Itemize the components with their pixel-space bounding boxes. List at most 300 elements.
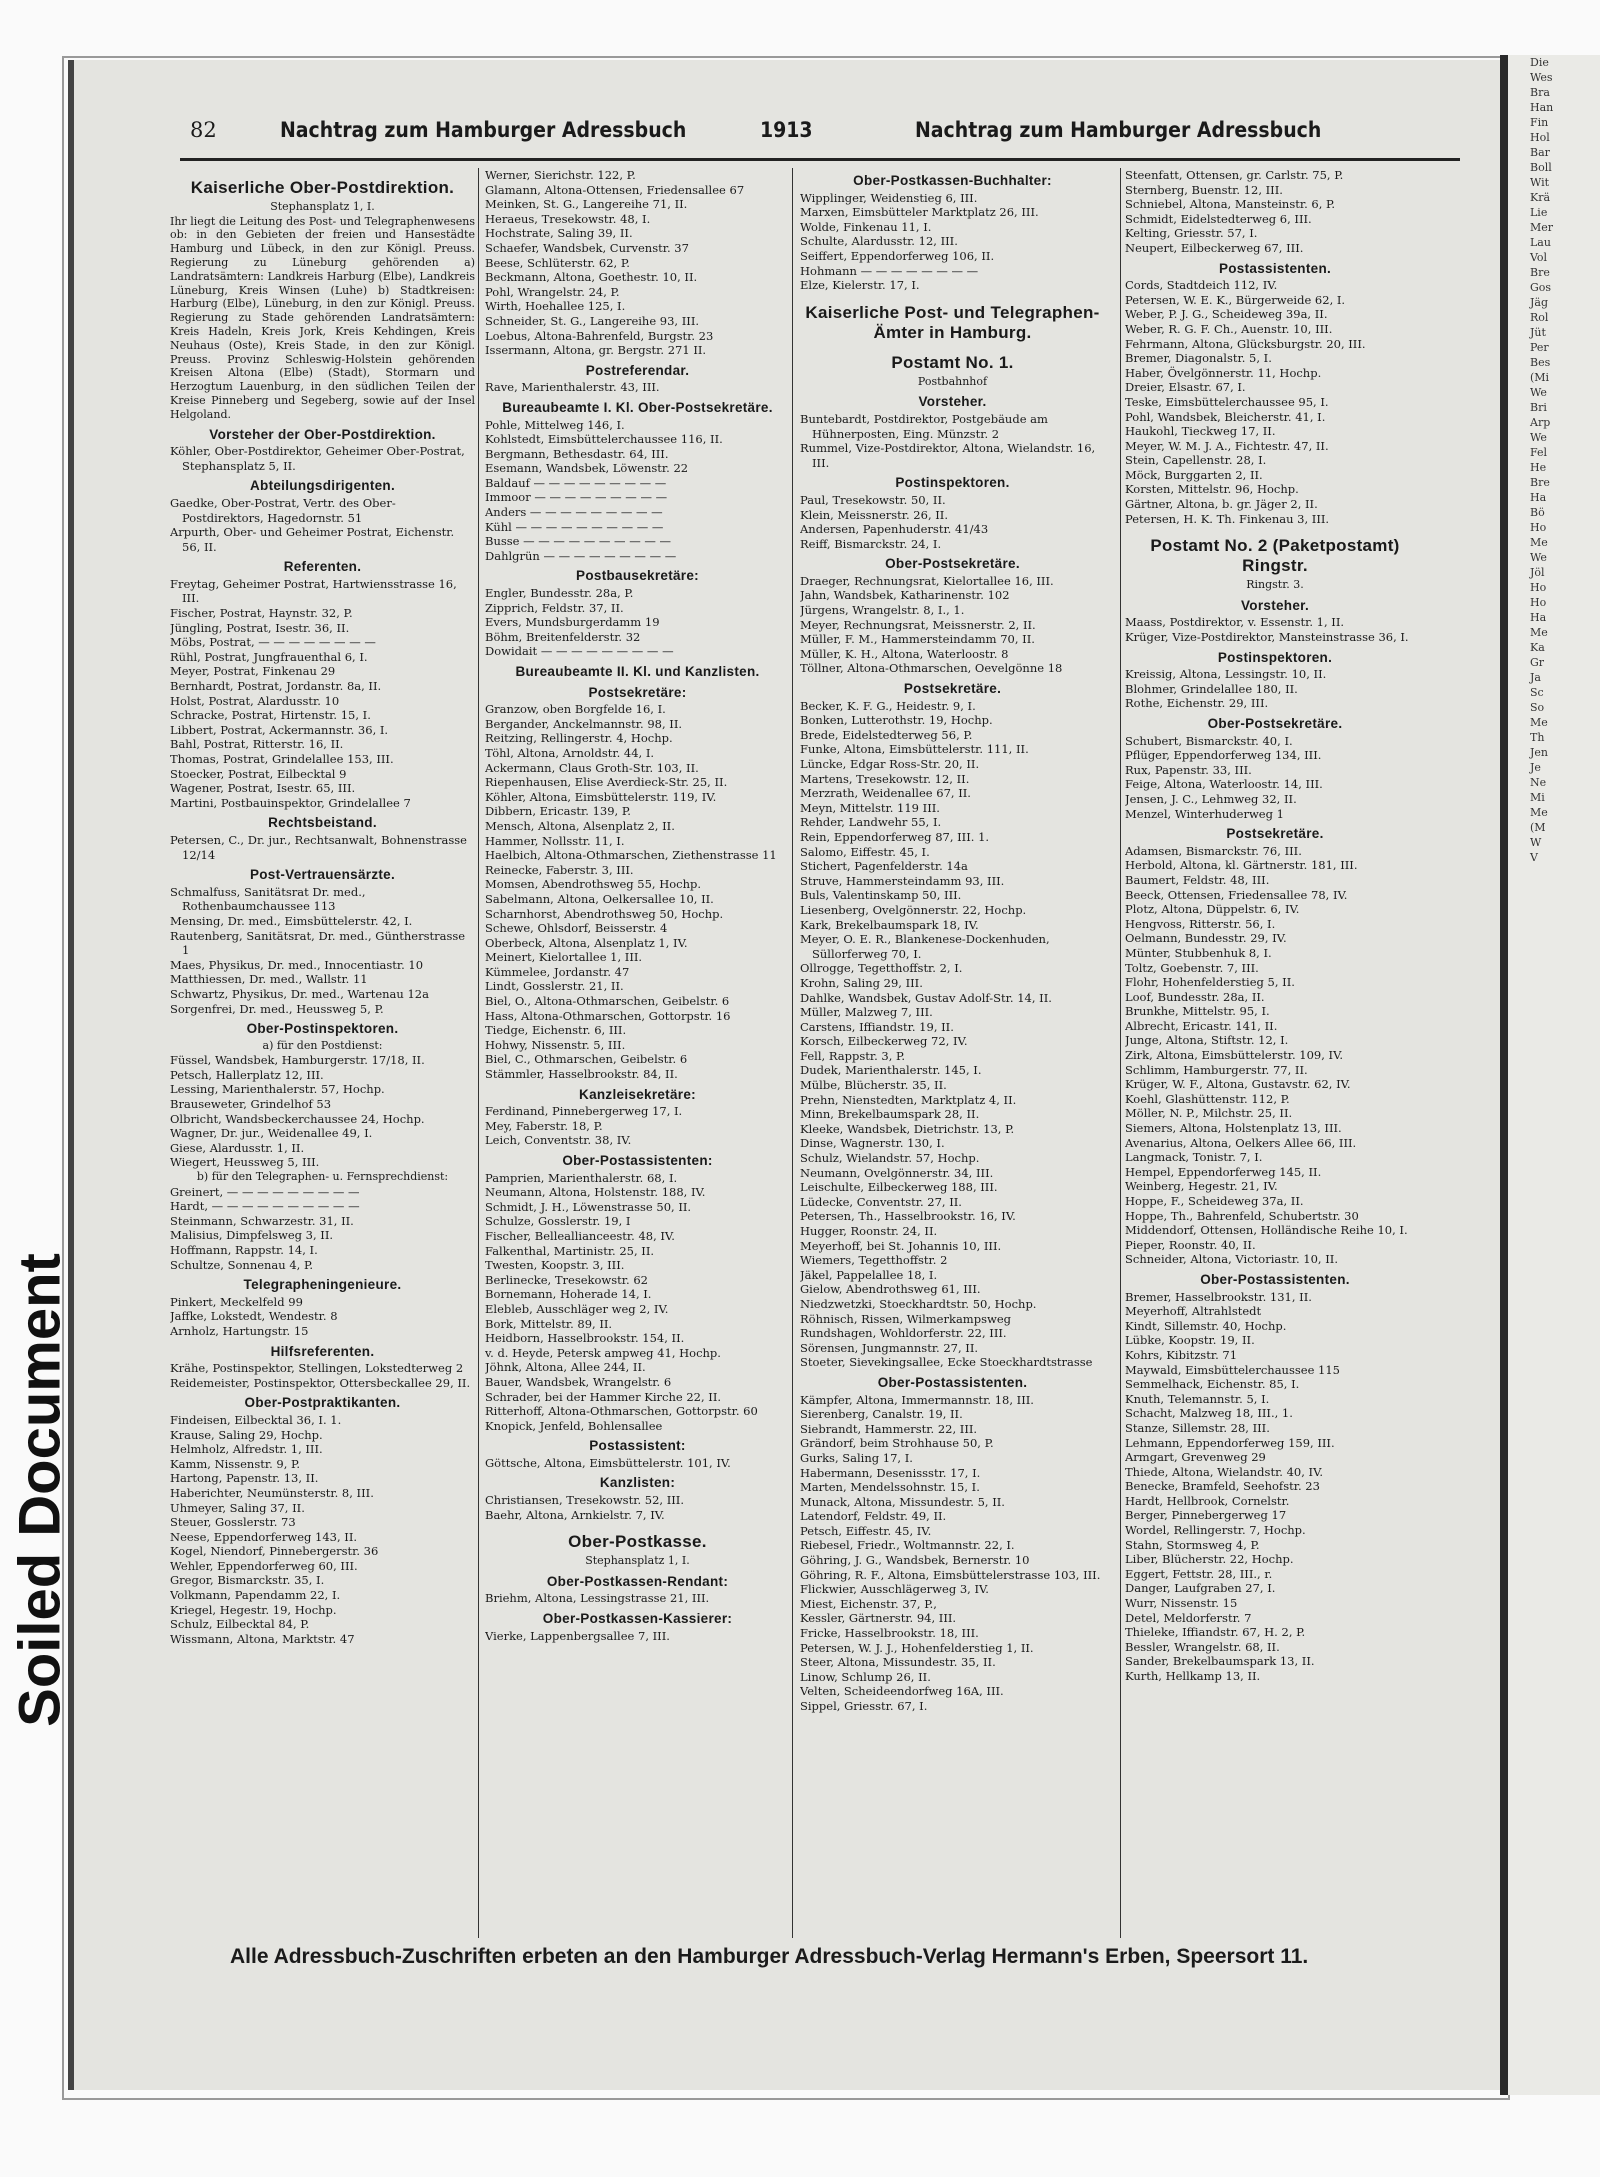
directory-entry: Thieleke, Iffiandstr. 67, H. 2, P.: [1125, 1625, 1306, 1640]
directory-entry: Ja: [1530, 671, 1541, 684]
directory-entry: Fin: [1530, 116, 1549, 129]
directory-entry: Möbs, Postrat, — — — — — — — —: [170, 635, 376, 650]
directory-entry: Seiffert, Eppendorferweg 106, II.: [800, 248, 995, 263]
directory-entry: Menzel, Winterhuderweg 1: [1125, 806, 1284, 821]
directory-entry: Meyerhoff, Altrahlstedt: [1125, 1304, 1262, 1319]
directory-entry: Libbert, Postrat, Ackermannstr. 36, I.: [170, 722, 389, 737]
directory-entry: Funke, Altona, Eimsbüttelerstr. 111, II.: [800, 742, 1029, 757]
directory-entry: Kümmelee, Jordanstr. 47: [485, 964, 630, 979]
directory-entry: Christiansen, Tresekowstr. 52, III.: [485, 1493, 684, 1508]
entry-list: [170, 1413, 475, 1647]
directory-entry: Schniebel, Altona, Mansteinstr. 6, P.: [1125, 197, 1336, 212]
directory-entry: We: [1530, 431, 1547, 444]
directory-entry: Flickwier, Ausschlägerweg 3, IV.: [800, 1582, 989, 1597]
directory-entry: Sternberg, Buenstr. 12, III.: [1125, 182, 1283, 197]
section-heading: Postassistent:: [589, 1438, 686, 1454]
directory-entry: Niedzwetzki, Stoeckhardtstr. 50, Hochp.: [800, 1296, 1037, 1311]
directory-entry: Pflüger, Eppendorferweg 134, III.: [1125, 748, 1322, 763]
directory-entry: Bauer, Wandsbek, Wrangelstr. 6: [485, 1374, 672, 1389]
directory-entry: We: [1530, 551, 1547, 564]
directory-entry: Müller, K. H., Altona, Waterloostr. 8: [800, 646, 1009, 661]
section-heading: Ober-Postassistenten:: [562, 1153, 713, 1168]
entry-list: [1125, 615, 1425, 644]
directory-entry: (Mi: [1530, 371, 1550, 384]
directory-entry: Freytag, Geheimer Postrat, Hartwiensstrasse 16, III.: [170, 576, 457, 606]
directory-entry: Plotz, Altona, Düppelstr. 6, IV.: [1125, 902, 1300, 917]
section-heading: Ober-Postkassen-Buchhalter:: [853, 173, 1052, 188]
directory-entry: Dinse, Wagnerstr. 130, I.: [800, 1136, 945, 1151]
directory-entry: Wirth, Hoehallee 125, I.: [485, 299, 626, 314]
directory-entry: Armgart, Grevenweg 29: [1125, 1450, 1266, 1465]
section-heading: Postreferendar.: [585, 362, 690, 378]
entry-list: [485, 1171, 790, 1434]
directory-entry: So: [1530, 701, 1545, 714]
section-heading: Rechtsbeistand.: [268, 815, 377, 831]
directory-entry: Wissmann, Altona, Marktstr. 47: [170, 1631, 355, 1646]
directory-entry: Bernhardt, Postrat, Jordanstr. 8a, II.: [170, 679, 382, 694]
entry-list: [1125, 844, 1425, 1267]
section-heading: Kanzleisekretäre:: [579, 1086, 696, 1102]
directory-entry: Pieper, Roonstr. 40, II.: [1125, 1237, 1256, 1252]
directory-entry: Arpurth, Ober- und Geheimer Postrat, Eichenstr. 56, II.: [170, 525, 455, 554]
directory-entry: Schubert, Bismarckstr. 40, I.: [1125, 733, 1293, 748]
directory-entry: Ho: [1530, 596, 1547, 609]
directory-entry: Mer: [1530, 221, 1554, 234]
directory-entry: Arp: [1530, 416, 1551, 429]
directory-entry: Leich, Conventstr. 38, IV.: [485, 1133, 632, 1148]
directory-entry: Schulte, Alardusstr. 12, III.: [800, 234, 958, 249]
directory-entry: Maywald, Eimsbüttelerchaussee 115: [1125, 1362, 1340, 1377]
directory-entry: Fischer, Belleallianceestr. 48, IV.: [485, 1228, 675, 1243]
directory-entry: Boll: [1530, 161, 1552, 174]
directory-entry: Meinken, St. G., Langereihe 71, II.: [485, 197, 688, 212]
directory-entry: Lehmann, Eppendorferweg 159, III.: [1125, 1435, 1335, 1450]
directory-entry: Miest, Eichenstr. 37, P.,: [800, 1596, 937, 1611]
section-heading: Postbausekretäre:: [576, 568, 699, 584]
directory-entry: Albrecht, Ericastr. 141, II.: [1125, 1018, 1278, 1033]
entry-list: [800, 412, 1105, 470]
directory-entry: Lüdecke, Conventstr. 27, II.: [800, 1194, 962, 1209]
directory-entry: Dibbern, Ericastr. 139, P.: [485, 804, 631, 819]
entry-list: [170, 577, 475, 811]
entry-list: [485, 1493, 790, 1522]
side-label-text: Soiled Document: [7, 1253, 73, 1727]
directory-entry: Steer, Altona, Missundestr. 35, II.: [800, 1655, 996, 1670]
directory-entry: Vierke, Lappenbergsallee 7, III.: [485, 1628, 670, 1643]
directory-entry: Malisius, Dimpfelsweg 3, II.: [170, 1228, 334, 1243]
entry-list: [800, 574, 1105, 676]
directory-entry: Matthiessen, Dr. med., Wallstr. 11: [170, 972, 368, 987]
directory-entry: Schmidt, J. H., Löwenstrasse 50, II.: [485, 1199, 692, 1214]
directory-entry: Carstens, Iffiandstr. 19, II.: [800, 1019, 954, 1034]
directory-entry: Kämpfer, Altona, Immermannstr. 18, III.: [800, 1392, 1034, 1407]
directory-entry: Hohwy, Nissenstr. 5, III.: [485, 1037, 626, 1052]
section-heading: Kanzlisten:: [599, 1475, 676, 1491]
directory-entry: Wagener, Postrat, Isestr. 65, III.: [170, 781, 356, 796]
directory-entry: V: [1530, 851, 1538, 864]
section-heading: Postinspektoren.: [895, 475, 1010, 491]
directory-entry: Giese, Alardusstr. 1, II.: [170, 1140, 305, 1155]
directory-entry: Meyer, O. E. R., Blankenese-Dockenhuden, Süllorferweg 70, I.: [800, 932, 1050, 961]
directory-entry: Neumann, Ovelgönnerstr. 34, III.: [800, 1165, 994, 1180]
section-title: Postamt No. 2 (Paketpostamt) Ringstr.: [1150, 536, 1400, 576]
directory-entry: Wiemers, Tegetthoffstr. 2: [800, 1253, 948, 1268]
directory-entry: Stanze, Sillemstr. 28, III.: [1125, 1420, 1270, 1435]
entry-list: [170, 885, 475, 1016]
directory-entry: Dowidait — — — — — — — — —: [485, 644, 674, 659]
section-heading: Post-Vertrauensärzte.: [249, 867, 396, 883]
directory-entry: Rundshagen, Wohldorferstr. 22, III.: [800, 1326, 1007, 1341]
directory-entry: Ka: [1530, 641, 1545, 654]
directory-entry: Hartong, Papenstr. 13, II.: [170, 1471, 319, 1486]
section-title: Postamt No. 1.: [891, 352, 1014, 372]
directory-entry: Biel, C., Othmarschen, Geibelstr. 6: [485, 1052, 688, 1067]
directory-entry: Wit: [1530, 176, 1550, 189]
section-heading: Abteilungsdirigenten.: [249, 478, 396, 494]
directory-entry: Minn, Brekelbaumspark 28, II.: [800, 1107, 980, 1122]
directory-entry: Jöl: [1530, 566, 1545, 579]
directory-entry: Feige, Altona, Waterloostr. 14, III.: [1125, 777, 1323, 792]
directory-entry: Stämmler, Hasselbrookstr. 84, II.: [485, 1067, 678, 1082]
directory-entry: Martens, Tresekowstr. 12, II.: [800, 771, 970, 786]
page-header: [120, 118, 1380, 152]
directory-entry: Zipprich, Feldstr. 37, II.: [485, 600, 624, 615]
directory-entry: Prehn, Nienstedten, Marktplatz 4, II.: [800, 1092, 1017, 1107]
directory-entry: Röhnisch, Rissen, Wilmerkampsweg: [800, 1311, 1011, 1326]
entry-list: [485, 1104, 790, 1148]
directory-entry: Falkenthal, Martinistr. 25, II.: [485, 1243, 655, 1258]
directory-entry: Th: [1530, 731, 1545, 744]
entry-list: [485, 1456, 790, 1471]
directory-entry: Hol: [1530, 131, 1550, 144]
directory-entry: Müller, Malzweg 7, III.: [800, 1005, 933, 1020]
directory-entry: Haelbich, Altona-Othmarschen, Ziethenstrasse 11: [485, 848, 777, 863]
directory-entry: Hammer, Nollsstr. 11, I.: [485, 833, 625, 848]
directory-entry: Bö: [1530, 506, 1545, 519]
section-subtitle: Ringstr. 3.: [1246, 578, 1304, 592]
entry-list: [800, 1393, 1105, 1714]
section-heading: Referenten.: [283, 559, 362, 575]
directory-entry: Steuer, Gosslerstr. 73: [170, 1515, 296, 1530]
directory-entry: Petersen, H. K. Th. Finkenau 3, III.: [1125, 511, 1330, 526]
directory-entry: Jäg: [1530, 296, 1549, 309]
directory-entry: Weber, P. J. G., Scheideweg 39a, II.: [1125, 307, 1328, 322]
directory-entry: Reitzing, Rellingerstr. 4, Hochp.: [485, 731, 673, 746]
side-label: [0, 1180, 80, 1800]
directory-entry: Junge, Altona, Stiftstr. 12, I.: [1125, 1033, 1289, 1048]
directory-entry: Schaefer, Wandsbek, Curvenstr. 37: [485, 240, 689, 255]
directory-entry: Korsch, Eilbeckerweg 72, IV.: [800, 1034, 968, 1049]
header-title-left: Nachtrag zum Hamburger Adressbuch: [280, 118, 687, 142]
section-subtitle: Stephansplatz 1, I.: [270, 200, 375, 213]
directory-entry: Pohl, Wrangelstr. 24, P.: [485, 284, 620, 299]
directory-entry: Meyer, Postrat, Finkenau 29: [170, 664, 336, 679]
directory-entry: Munack, Altona, Missundestr. 5, II.: [800, 1494, 1005, 1509]
directory-entry: Gr: [1530, 656, 1545, 669]
directory-entry: Salomo, Eiffestr. 45, I.: [800, 844, 930, 859]
column-1: [170, 168, 475, 1987]
directory-entry: Knuth, Telemannstr. 5, I.: [1125, 1391, 1270, 1406]
section-heading: Hilfsreferenten.: [270, 1343, 375, 1359]
entry-list: [170, 1295, 475, 1339]
directory-entry: Petersen, C., Dr. jur., Rechtsanwalt, Bohnenstrasse 12/14: [170, 832, 467, 862]
directory-entry: Stichert, Pagenfelderstr. 14a: [800, 859, 968, 874]
page-number: 82: [190, 118, 217, 142]
directory-entry: Ne: [1530, 776, 1547, 789]
directory-entry: Ha: [1530, 491, 1547, 504]
directory-entry: Marxen, Eimsbütteler Marktplatz 26, III.: [800, 205, 1039, 220]
directory-entry: Jensen, J. C., Lehmweg 32, II.: [1125, 791, 1297, 806]
directory-entry: Bessler, Wrangelstr. 68, II.: [1125, 1639, 1280, 1654]
directory-entry: Neese, Eppendorferweg 143, II.: [170, 1529, 358, 1544]
directory-entry: Evers, Mundsburgerdamm 19: [485, 615, 660, 630]
directory-entry: Jen: [1530, 746, 1549, 759]
directory-entry: Krähe, Postinspektor, Stellingen, Lokstedterweg 2: [170, 1361, 464, 1376]
section-title: Ober-Postkasse.: [568, 1532, 707, 1552]
section-title: Kaiserliche Post- und Telegraphen-Ämter in Hamburg.: [805, 302, 1100, 342]
directory-entry: Glamann, Altona-Ottensen, Friedensallee 67: [485, 182, 745, 197]
directory-entry: Kohlstedt, Eimsbüttelerchaussee 116, II.: [485, 432, 723, 447]
directory-entry: Meyer, Rechnungsrat, Meissnerstr. 2, II.: [800, 617, 1036, 632]
section-heading: Postassistenten.: [1218, 260, 1332, 276]
directory-entry: Bergander, Anckelmannstr. 98, II.: [485, 716, 683, 731]
directory-entry: Göhring, R. F., Altona, Eimsbüttelerstrasse 103, III.: [800, 1567, 1101, 1582]
entry-list: [485, 1629, 790, 1644]
directory-entry: Wordel, Rellingerstr. 7, Hochp.: [1125, 1523, 1306, 1538]
directory-entry: Schewe, Ohlsdorf, Beisserstr. 4: [485, 921, 668, 936]
directory-entry: Petersen, W. J. J., Hohenfelderstieg 1, II.: [800, 1640, 1034, 1655]
directory-entry: Lie: [1530, 206, 1548, 219]
directory-entry: Mülbe, Blücherstr. 35, II.: [800, 1078, 947, 1093]
entry-list: [485, 418, 790, 564]
directory-entry: Benecke, Bramfeld, Seehofstr. 23: [1125, 1479, 1320, 1494]
entry-list: [1125, 278, 1425, 526]
directory-entry: Gos: [1530, 281, 1552, 294]
directory-entry: Sabelmann, Altona, Oelkersallee 10, II.: [485, 891, 714, 906]
directory-entry: Me: [1530, 626, 1548, 639]
section-subtitle: Stephansplatz 1, I.: [585, 1554, 690, 1568]
directory-entry: Krä: [1530, 191, 1551, 204]
directory-entry: Zirk, Altona, Eimsbüttelerstr. 109, IV.: [1125, 1048, 1344, 1063]
section-heading: Ober-Postassistenten.: [1200, 1271, 1350, 1287]
directory-entry: Granzow, oben Borgfelde 16, I.: [485, 702, 666, 717]
directory-entry: Me: [1530, 806, 1548, 819]
directory-entry: Anders — — — — — — — — —: [485, 505, 663, 520]
directory-entry: Lübke, Koopstr. 19, II.: [1125, 1333, 1255, 1348]
directory-entry: Böhm, Breitenfelderstr. 32: [485, 629, 641, 644]
directory-entry: Fehrmann, Altona, Glücksburgstr. 20, III.: [1125, 336, 1366, 351]
directory-entry: Schmidt, Eidelstedterweg 6, III.: [1125, 211, 1312, 226]
column-divider: [792, 168, 793, 1938]
directory-entry: Schracke, Postrat, Hirtenstr. 15, I.: [170, 708, 371, 723]
entry-list: [170, 496, 475, 554]
directory-entry: Jürgens, Wrangelstr. 8, I., 1.: [800, 603, 965, 618]
directory-entry: Petsch, Eiffestr. 45, IV.: [800, 1523, 932, 1538]
directory-entry: Tiedge, Eichenstr. 6, III.: [485, 1023, 627, 1038]
directory-entry: Schneider, Altona, Victoriastr. 10, II.: [1125, 1252, 1338, 1267]
directory-entry: Ho: [1530, 521, 1547, 534]
directory-entry: Siemers, Altona, Holstenplatz 13, III.: [1125, 1121, 1342, 1136]
section-heading: Vorsteher.: [918, 394, 987, 410]
directory-entry: Meyer, W. M. J. A., Fichtestr. 47, II.: [1125, 438, 1329, 453]
directory-entry: Kriegel, Hegestr. 19, Hochp.: [170, 1602, 337, 1617]
directory-entry: Paul, Tresekowstr. 50, II.: [800, 492, 946, 507]
directory-entry: Linow, Schlump 26, II.: [800, 1669, 931, 1684]
directory-entry: Gaedke, Ober-Postrat, Vertr. des Ober-Postdirektors, Hagedornstr. 51: [170, 495, 396, 525]
directory-entry: Rothe, Eichenstr. 29, III.: [1125, 696, 1269, 711]
section-subtitle: Postbahnhof: [917, 374, 988, 388]
directory-entry: Eggert, Fettstr. 28, III., r.: [1125, 1566, 1273, 1581]
directory-entry: Danger, Laufgraben 27, I.: [1125, 1581, 1276, 1596]
directory-entry: Ritterhoff, Altona-Othmarschen, Gottorpstr. 60: [485, 1404, 758, 1419]
directory-entry: Korsten, Mittelstr. 96, Hochp.: [1125, 482, 1299, 497]
directory-entry: Liber, Blücherstr. 22, Hochp.: [1125, 1552, 1294, 1567]
directory-entry: Rux, Papenstr. 33, III.: [1125, 762, 1252, 777]
jurisdiction-paragraph: Ihr liegt die Leitung des Post- und Telegraphenwesens ob: in den Gebieten der freien und Hansestädte Hamburg und Lübeck, in den zur Königl. Preuss. Regierung zu Lüneburg gehörenden a) Landratsämtern: Landkreis Harburg (Elbe), Landkreis Lüneburg, Kreis Winsen (Luhe) b) Stadtkreisen: Harburg (Elbe), Lüneburg, in den zur Königl. Preuss. Regierung zu Stade gehörenden Landratsämtern: Kreis Hadeln, Kreis Jork, Kreis Kehdingen, Kreis Neuhaus (Oste), Kreis Stade, in den zur Königl. Preuss. Provinz Schleswig-Holstein gehörenden Kreisen Altona (Elbe) (Stadt), Stormarn und Herzogtum Lauenburg, in den südlichen Teilen der Kreise Pinneberg und Segeberg, sowie auf der Insel Helgoland.: [170, 214, 475, 421]
directory-entry: Wiegert, Heussweg 5, III.: [170, 1155, 320, 1170]
directory-entry: Wolde, Finkenau 11, I.: [800, 219, 932, 234]
directory-entry: Klein, Meissnerstr. 26, II.: [800, 507, 948, 522]
directory-entry: Toltz, Goebenstr. 7, III.: [1125, 960, 1259, 975]
column-divider: [478, 168, 479, 1938]
directory-entry: Lessing, Marienthalerstr. 57, Hochp.: [170, 1082, 385, 1097]
directory-entry: Dreier, Elsastr. 67, I.: [1125, 380, 1246, 395]
directory-entry: Kogel, Niendorf, Pinnebergerstr. 36: [170, 1544, 379, 1559]
directory-entry: Baldauf — — — — — — — — —: [485, 475, 667, 490]
directory-entry: Beeck, Ottensen, Friedensallee 78, IV.: [1125, 887, 1348, 902]
directory-entry: Mensing, Dr. med., Eimsbüttelerstr. 42, I.: [170, 913, 413, 928]
next-page-edge: [1500, 55, 1600, 2095]
directory-entry: Kühl — — — — — — — — — —: [485, 519, 664, 534]
directory-entry: Loof, Bundesstr. 28a, II.: [1125, 989, 1265, 1004]
directory-entry: Scharnhorst, Abendrothsweg 50, Hochp.: [485, 906, 724, 921]
directory-entry: Reidemeister, Postinspektor, Ottersbeckallee 29, II.: [170, 1375, 471, 1390]
directory-entry: Biel, O., Altona-Othmarschen, Geibelstr. 6: [485, 994, 730, 1009]
directory-entry: Bra: [1530, 86, 1550, 99]
entry-list: [800, 191, 1105, 293]
directory-entry: Bre: [1530, 476, 1550, 489]
directory-entry: Haberichter, Neumünsterstr. 8, III.: [170, 1485, 374, 1500]
directory-entry: Dahlke, Wandsbek, Gustav Adolf-Str. 14, II.: [800, 990, 1052, 1005]
directory-entry: Kark, Brekelbaumspark 18, IV.: [800, 917, 979, 932]
next-page-fragments: [1508, 55, 1600, 865]
entry-list: [1125, 667, 1425, 711]
directory-entry: Thiede, Altona, Wielandstr. 40, IV.: [1125, 1464, 1324, 1479]
directory-entry: Habermann, Desenissstr. 17, I.: [800, 1465, 981, 1480]
section-heading: Ober-Postsekretäre.: [1207, 716, 1343, 731]
entry-list: [485, 702, 790, 1081]
column-divider: [1120, 168, 1121, 1938]
directory-entry: Haukohl, Tieckweg 17, II.: [1125, 424, 1276, 439]
entry-list: [1125, 1290, 1425, 1684]
directory-entry: Blohmer, Grindelallee 180, II.: [1125, 681, 1298, 696]
directory-entry: Wes: [1530, 71, 1553, 84]
directory-entry: Siebrandt, Hammerstr. 22, III.: [800, 1421, 978, 1436]
directory-entry: Oelmann, Bundesstr. 29, IV.: [1125, 931, 1287, 946]
directory-entry: Fischer, Postrat, Haynstr. 32, P.: [170, 606, 353, 621]
directory-entry: Füssel, Wandsbek, Hamburgerstr. 17/18, II.: [170, 1053, 425, 1068]
directory-entry: Hohmann — — — — — — — —: [800, 263, 979, 278]
column-2: [485, 168, 790, 1987]
directory-entry: Olbricht, Wandsbeckerchaussee 24, Hochp.: [170, 1111, 425, 1126]
directory-entry: Beese, Schlüterstr. 62, P.: [485, 255, 630, 270]
directory-entry: Neumann, Altona, Holstenstr. 188, IV.: [485, 1185, 706, 1200]
directory-entry: Lindt, Gosslerstr. 21, II.: [485, 979, 624, 994]
directory-entry: Engler, Bundesstr. 28a, P.: [485, 586, 634, 601]
directory-entry: Berlinecke, Tresekowstr. 62: [485, 1272, 648, 1287]
directory-entry: Teske, Eimsbüttelerchaussee 95, I.: [1125, 394, 1329, 409]
directory-entry: Maass, Postdirektor, v. Essenstr. 1, II.: [1125, 615, 1345, 630]
directory-entry: Je: [1530, 761, 1541, 774]
directory-entry: Müller, F. M., Hammersteindamm 70, II.: [800, 632, 1035, 647]
directory-entry: Rein, Eppendorferweg 87, III. 1.: [800, 829, 990, 844]
section-subtitle: a) für den Postdienst:: [262, 1038, 383, 1052]
directory-entry: Schacht, Malzweg 18, III., 1.: [1125, 1406, 1293, 1421]
entry-list: [170, 1361, 475, 1390]
directory-entry: Beckmann, Altona, Goethestr. 10, II.: [485, 270, 698, 285]
directory-entry: Hoffmann, Rappstr. 14, I.: [170, 1243, 318, 1258]
directory-entry: Pinkert, Meckelfeld 99: [170, 1294, 303, 1309]
directory-entry: Möller, N. P., Milchstr. 25, II.: [1125, 1106, 1293, 1121]
directory-entry: Ackermann, Claus Groth-Str. 103, II.: [485, 760, 699, 775]
directory-entry: Wurr, Nissenstr. 15: [1125, 1596, 1238, 1611]
directory-entry: Meinert, Kielortallee 1, III.: [485, 950, 643, 965]
directory-entry: Neupert, Eilbeckerweg 67, III.: [1125, 240, 1304, 255]
directory-entry: Jahn, Wandsbek, Katharinenstr. 102: [800, 588, 1010, 603]
directory-entry: Lüncke, Edgar Ross-Str. 20, II.: [800, 757, 980, 771]
directory-entry: Busse — — — — — — — — — —: [485, 534, 672, 549]
directory-entry: Rautenberg, Sanitätsrat, Dr. med., Güntherstrasse 1: [170, 928, 466, 958]
section-heading: Vorsteher.: [1240, 597, 1310, 613]
directory-entry: Issermann, Altona, gr. Bergstr. 271 II.: [485, 343, 707, 358]
directory-entry: Stein, Capellenstr. 28, I.: [1125, 453, 1267, 468]
directory-entry: Steinmann, Schwarzestr. 31, II.: [170, 1213, 354, 1228]
directory-entry: W: [1530, 836, 1542, 849]
section-subtitle: b) für den Telegraphen- u. Fernsprechdienst:: [196, 1170, 449, 1184]
directory-entry: Me: [1530, 536, 1548, 549]
directory-entry: Bergmann, Bethesdastr. 64, III.: [485, 446, 669, 461]
directory-entry: Jöhnk, Altona, Allee 244, II.: [485, 1360, 646, 1375]
directory-entry: Fricke, Hasselbrookstr. 18, III.: [800, 1626, 979, 1641]
directory-entry: Berger, Pinnebergerweg 17: [1125, 1508, 1287, 1523]
entry-list: [800, 493, 1105, 551]
directory-entry: Jäkel, Pappelallee 18, I.: [800, 1267, 938, 1282]
directory-entry: Becker, K. F. G., Heidestr. 9, I.: [800, 698, 976, 713]
directory-entry: v. d. Heyde, Petersk ampweg 41, Hochp.: [485, 1345, 721, 1360]
section-heading: Postsekretäre:: [588, 684, 687, 700]
directory-entry: Pohle, Mittelweg 146, I.: [485, 417, 625, 432]
directory-entry: Heidborn, Hasselbrookstr. 154, II.: [485, 1331, 685, 1346]
directory-entry: Martini, Postbauinspektor, Grindelallee 7: [170, 795, 411, 810]
directory-entry: Loebus, Altona-Bahrenfeld, Burgstr. 23: [485, 328, 714, 343]
directory-entry: Grändorf, beim Strohhause 50, P.: [800, 1436, 994, 1451]
directory-entry: Reiff, Bismarckstr. 24, I.: [800, 536, 942, 551]
directory-entry: Merzrath, Weidenallee 67, II.: [800, 786, 971, 801]
directory-entry: Maes, Physikus, Dr. med., Innocentiastr. 10: [170, 957, 424, 972]
directory-entry: Hoppe, F., Scheideweg 37a, II.: [1125, 1194, 1304, 1208]
directory-entry: Detel, Meldorferstr. 7: [1125, 1610, 1252, 1625]
directory-entry: Brunkhe, Mittelstr. 95, I.: [1125, 1004, 1270, 1019]
directory-entry: Weber, R. G. F. Ch., Auenstr. 10, III.: [1125, 321, 1333, 336]
directory-entry: Bahl, Postrat, Ritterstr. 16, II.: [170, 737, 344, 752]
directory-entry: Weinberg, Hegestr. 21, IV.: [1125, 1179, 1278, 1194]
directory-entry: Flohr, Hohenfelderstieg 5, II.: [1125, 975, 1295, 990]
directory-entry: Schulze, Gosslerstr. 19, I: [485, 1214, 631, 1229]
directory-entry: Göttsche, Altona, Eimsbüttelerstr. 101, IV.: [485, 1455, 731, 1470]
section-heading: Telegrapheningenieure.: [243, 1277, 402, 1293]
directory-entry: Kelting, Griesstr. 57, I.: [1125, 226, 1258, 241]
directory-entry: Kamm, Nissenstr. 9, P.: [170, 1456, 301, 1471]
